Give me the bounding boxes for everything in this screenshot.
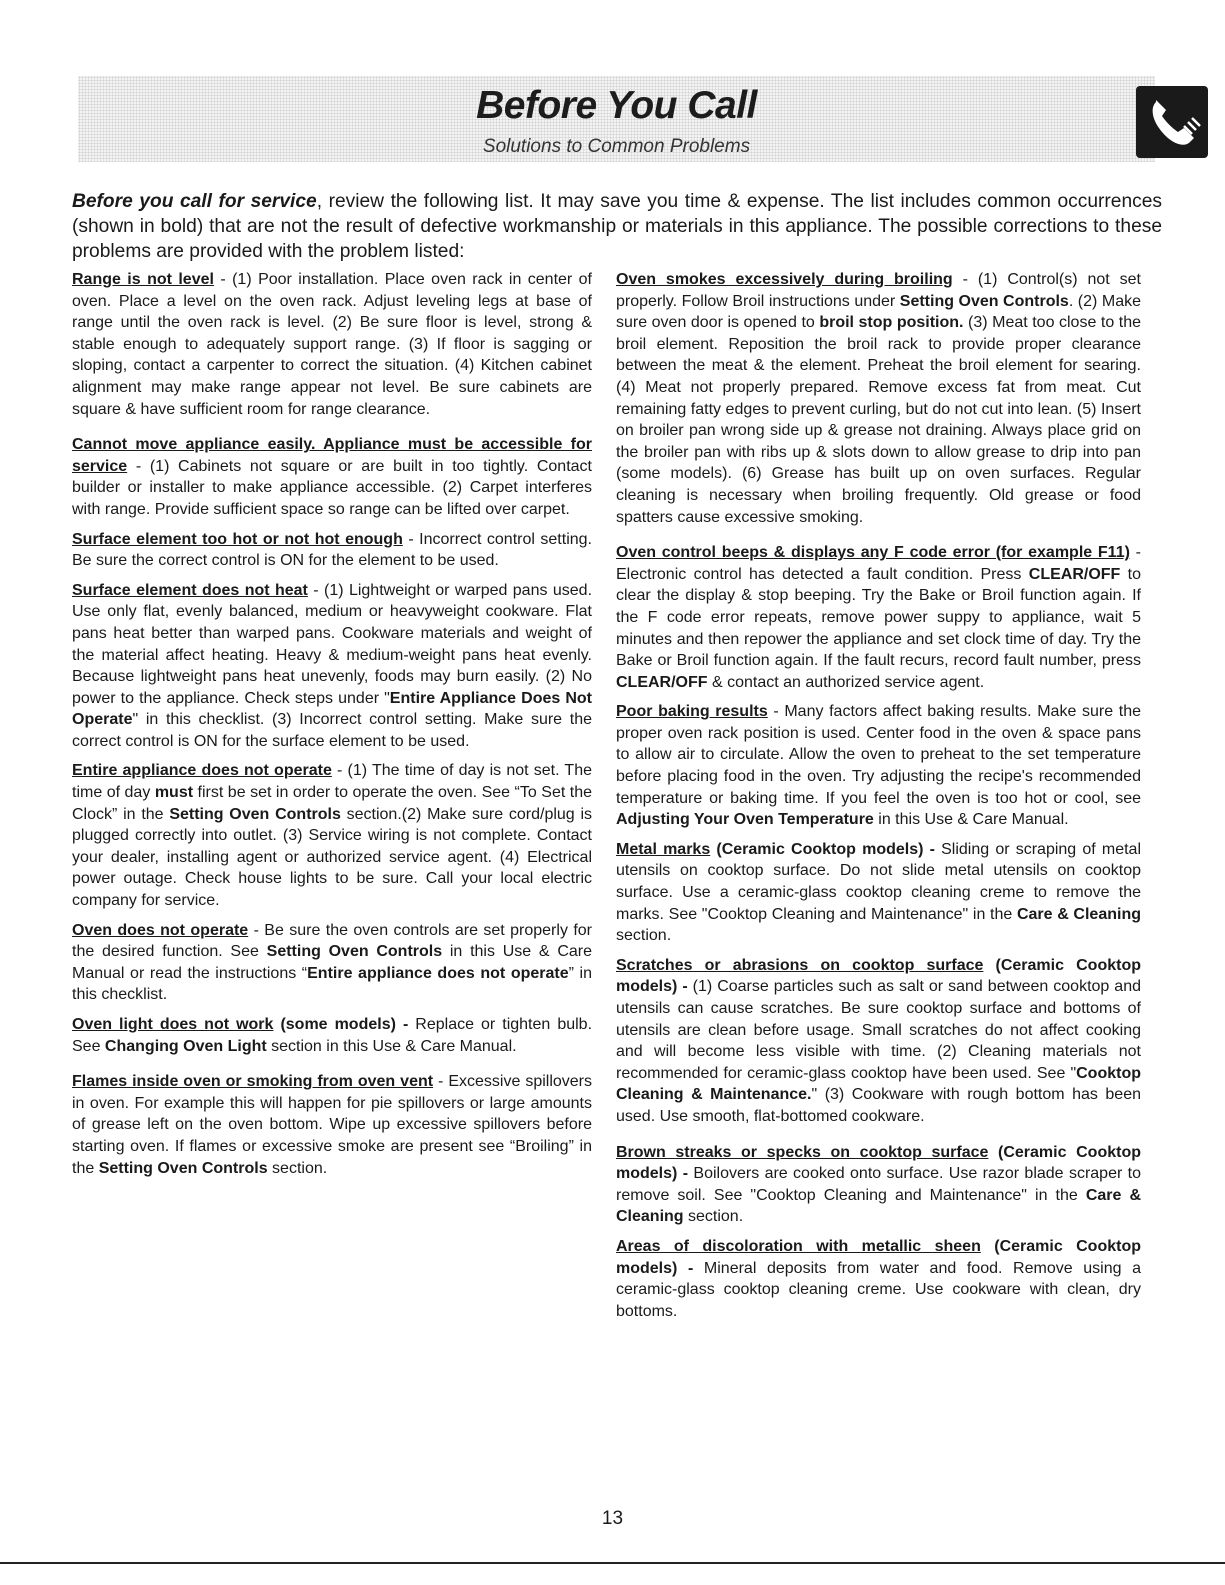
bold-reference: (Ceramic Cooktop models) -	[616, 1237, 1141, 1277]
problem-text: - Excessive spillovers in oven. For example this will happen for pie spillovers or large amounts of grease left on the oven bottom. Wipe up excessive spillovers before starting oven. If flames or excessive smoke are present see “Broiling” in the	[72, 1073, 593, 1177]
problem-heading: Surface element too hot or not hot enough	[72, 530, 403, 548]
page-subtitle: Solutions to Common Problems	[482, 136, 751, 157]
problem-scratches	[616, 955, 1141, 1128]
problem-heading: Oven smokes excessively during broiling	[616, 271, 953, 288]
problem-metal-marks	[616, 839, 1141, 947]
problem-text: Boilovers are cooked onto surface. Use razor blade scraper to remove soil. See "Cooktop Cleaning and Maintenance" in the	[616, 1165, 1142, 1204]
bold-reference: Setting Oven Controls	[899, 292, 1069, 310]
page-header	[78, 76, 1155, 162]
problem-heading: Oven light does not work	[72, 1016, 274, 1033]
problem-text: - (1) Control(s) not set properly. Follow Broil instructions under	[616, 271, 1141, 310]
problem-brown-streaks	[616, 1142, 1141, 1228]
problem-text: - Be sure the oven controls are set properly for the desired function. See	[72, 921, 592, 961]
problem-text: section in this Use & Care Manual.	[266, 1037, 517, 1055]
problem-heading: Entire appliance does not operate	[72, 762, 332, 780]
bold-reference: Setting Oven Controls	[98, 1159, 268, 1177]
problem-cannot-move-appliance	[72, 434, 592, 520]
problem-text: - Electronic control has detected a fault condition. Press	[616, 544, 1141, 583]
bold-reference: CLEAR/OFF	[1028, 565, 1121, 583]
problem-oven-light	[72, 1014, 592, 1057]
problem-text: " (3) Cookware with rough bottom has been used. Use smooth, flat-bottomed cookware.	[616, 1086, 1141, 1125]
problem-heading: Oven control beeps & displays any F code error (for example F11)	[616, 544, 1130, 562]
problem-heading: Brown streaks or specks on cooktop surface	[616, 1143, 989, 1161]
problem-text: - (1) Poor installation. Place oven rack in center of oven. Place a level on the oven rack. Adjust leveling legs at base of range until the oven rack is level. (2) Be sure floor is level, strong & stable enough to adequately support range. (3) If floor is sagging or sloping, contact a carpenter to correct the situation. (4) Kitchen cabinet alignment may make range appear not level. Be sure cabinets are square & have sufficient room for range clearance.	[72, 271, 593, 418]
bottom-divider	[0, 1562, 1225, 1564]
problem-oven-smokes	[616, 269, 1141, 528]
problem-discoloration	[616, 1236, 1141, 1322]
intro-paragraph	[72, 189, 1162, 264]
left-column	[72, 269, 592, 1187]
problem-heading: Metal marks	[616, 840, 711, 858]
bold-reference: Setting Oven Controls	[169, 805, 341, 823]
bold-reference: Setting Oven Controls	[266, 943, 443, 961]
problem-heading: Surface element does not heat	[72, 581, 308, 599]
problem-text: first be set in order to operate the oven. See “To Set the Clock” in the	[72, 784, 593, 823]
problem-text: (1) Coarse particles such as salt or sand between cooktop and utensils can cause scratches. Be sure cooktop surface and bottoms of utensils are clean before usage. Small scratches do not affect cooking and will become less visible with time. (2) Cleaning materials not recommended for ceramic-glass cooktop have been used. See "	[616, 978, 1142, 1082]
problem-heading: Poor baking results	[616, 703, 768, 721]
problem-heading: Areas of discoloration with metallic sheen	[616, 1237, 981, 1255]
problem-text: section.(2) Make sure cord/plug is plugged correctly into outlet. (3) Service wiring is not complete. Contact your dealer, installing agent or authorized service agent. (4) Electrical power outage. Check house lights to be sure. Call your local electric company for service.	[72, 805, 593, 910]
problem-appliance-not-operate	[72, 760, 592, 911]
page-title: Before You Call	[476, 84, 757, 127]
intro-lead: Before you call for service	[72, 191, 317, 212]
problem-heading: Flames inside oven or smoking from oven vent	[72, 1073, 434, 1091]
problem-poor-baking	[616, 701, 1141, 831]
bold-reference: Cooktop Cleaning & Maintenance.	[616, 1064, 1141, 1104]
right-column	[616, 269, 1141, 1330]
problem-text: - Many factors affect baking results. Make sure the proper oven rack position is used. Center food in the oven & space pans to allow air to circulate. Allow the oven to preheat to the set temperature before placing food in the oven. Try adjusting the recipe's recommended temperature or baking time. If you feel the oven is too hot or cool, see	[616, 703, 1141, 807]
problem-oven-not-operate	[72, 920, 592, 1006]
intro-text: , review the following list. It may save you time & expense. The list includes common occurrences (shown in bold) that are not the result of defective workmanship or materials in this appliance. The possible corrections to these problems are provided with the problem listed:	[72, 191, 1162, 262]
problem-text: - (1) The time of day is not set. The time of day	[72, 762, 592, 802]
bold-reference: (Ceramic Cooktop models) -	[616, 956, 1141, 996]
problem-text: & contact an authorized service agent.	[707, 673, 985, 691]
bold-reference: Changing Oven Light	[104, 1037, 267, 1055]
bold-reference: Entire Appliance Does Not Operate	[72, 689, 592, 729]
bold-reference: (Ceramic Cooktop models) -	[616, 1143, 1141, 1183]
problem-text: Sliding or scraping of metal utensils on cooktop surface. Do not slide metal utensils on cooktop surface. Use a ceramic-glass cooktop cleaning creme to remove the marks. See "Cooktop Cleaning and Maintenance" in the	[616, 840, 1141, 923]
bold-reference: Care & Cleaning	[1016, 905, 1141, 923]
bold-reference: (some models) -	[273, 1016, 416, 1033]
problem-text: section.	[683, 1208, 744, 1226]
problem-heading: Oven does not operate	[72, 921, 249, 939]
problem-text: . (2) Make sure oven door is opened to	[616, 292, 1141, 332]
problem-element-too-hot	[72, 529, 592, 572]
problem-range-not-level	[72, 269, 592, 420]
telephone-handset-icon	[1136, 86, 1208, 158]
bold-reference: CLEAR/OFF	[616, 673, 708, 691]
bold-reference: Adjusting Your Oven Temperature	[616, 811, 874, 829]
problem-flames-inside-oven	[72, 1071, 592, 1179]
bold-reference: must	[154, 784, 194, 802]
problem-heading: Cannot move appliance easily. Appliance must be accessible for service	[72, 436, 592, 475]
problem-text: Mineral deposits from water and food. Remove using a ceramic-glass cooktop cleaning creme. Use cookware with clean, dry bottoms.	[616, 1259, 1142, 1320]
problem-heading: Range is not level	[72, 271, 214, 288]
problem-text: - (1) Cabinets not square or are built in too tightly. Contact builder or installer to make appliance accessible. (2) Carpet interferes with range. Provide sufficient space so range can be lifted over carpet.	[72, 457, 592, 518]
bold-reference: Care & Cleaning	[616, 1186, 1141, 1226]
problem-text: ” in this checklist.	[72, 964, 592, 1004]
problem-text: - (1) Lightweight or warped pans used. Use only flat, evenly balanced, medium or heavyweight cookware. Flat pans heat better than warped pans. Cookware materials and weight of the material affect heating. Heavy & medium-weight pans heat evenly. Because lightweight pans heat unevenly, foods may burn easily. (2) No power to the appliance. Check steps under "	[72, 581, 593, 707]
page-number: 13	[601, 1508, 624, 1529]
problem-text: section.	[267, 1159, 328, 1177]
problem-text: in this Use & Care Manual or read the instructions “	[72, 943, 593, 982]
bold-reference: (Ceramic Cooktop models) -	[710, 840, 942, 858]
bold-reference: Entire appliance does not operate	[307, 964, 569, 982]
problem-text: (3) Meat too close to the broil element. Reposition the broil rack to provide proper clearance between the meat & the element. Preheat the broil element for searing. (4) Meat not properly prepared. Remove excess fat from meat. Cut remaining fatty edges to prevent curling, but do not cut into lean. (5) Insert on broiler pan wrong side up & grease not draining. Always place grid on the broiler pan with ribs up & slots down to allow grease to drip into pan (some models). (6) Grease has built up on oven surfaces. Regular cleaning is necessary when broiling frequently. Old grease or food spatters cause excessive smoking.	[616, 314, 1141, 526]
problem-text: " in this checklist. (3) Incorrect control setting. Make sure the correct control is ON for the surface element to be used.	[72, 711, 592, 750]
problem-text: Replace or tighten bulb. See	[72, 1016, 593, 1055]
problem-text: in this Use & Care Manual.	[873, 811, 1069, 829]
problem-element-not-heat	[72, 580, 592, 753]
problem-heading: Scratches or abrasions on cooktop surface	[616, 956, 984, 974]
problem-text: to clear the display & stop beeping. Try the Bake or Broil function again. If the F code error repeats, remove power suppy to appliance, wait 5 minutes and then repower the appliance and set clock time of day. Try the Bake or Broil function again. If the fault recurs, record fault number, press	[616, 565, 1142, 670]
problem-text: section.	[616, 927, 672, 945]
bold-reference: broil stop position.	[819, 314, 964, 332]
problem-f-code-error	[616, 542, 1141, 693]
problem-text: - Incorrect control setting. Be sure the correct control is ON for the element to be used.	[72, 530, 592, 570]
